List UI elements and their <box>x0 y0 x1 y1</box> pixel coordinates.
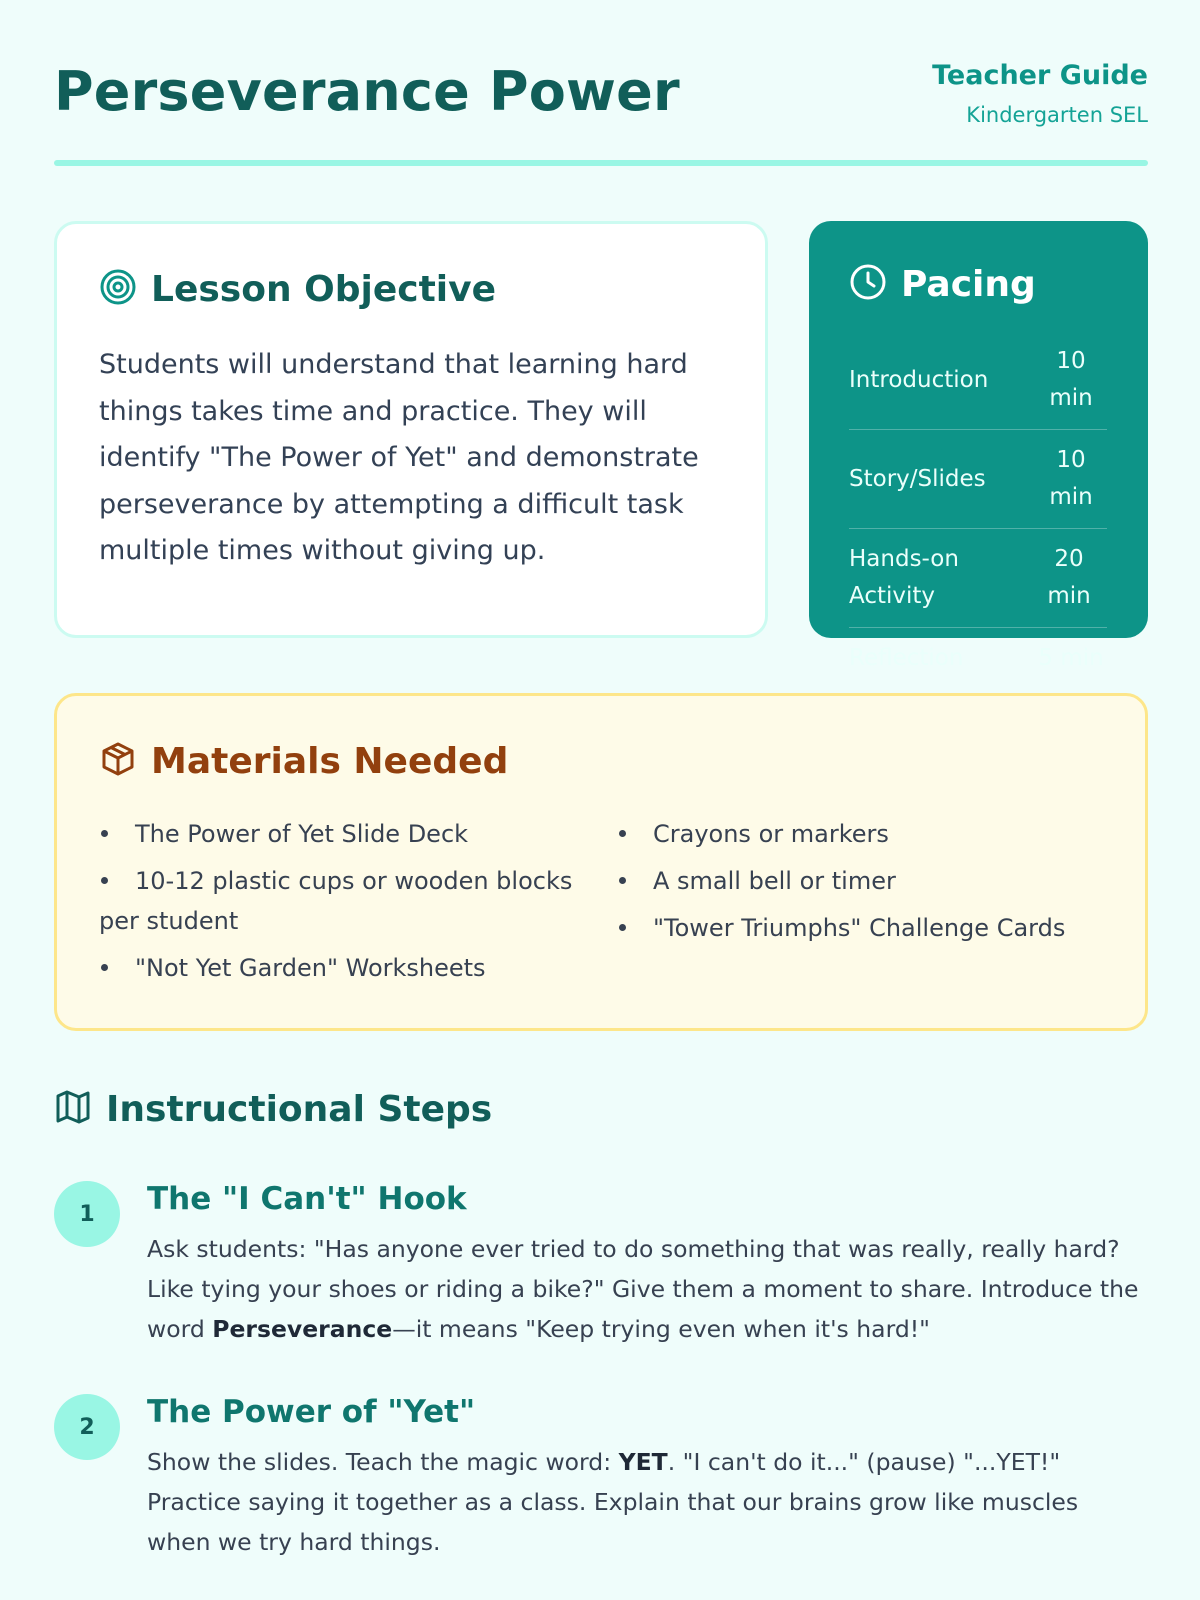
clock-icon <box>849 263 887 305</box>
pacing-phase: Story/Slides <box>849 465 986 492</box>
list-item: A small bell or timer <box>617 861 1097 901</box>
objective-title: Lesson Objective <box>151 268 497 310</box>
pacing-phase: Hands-on Activity <box>849 546 959 609</box>
steps-header <box>54 1088 492 1130</box>
page-title: Perseverance Power <box>54 60 680 123</box>
pacing-duration: 20 min <box>1047 546 1091 609</box>
pacing-duration: 10 min <box>1049 447 1093 510</box>
materials-header <box>99 740 508 782</box>
pacing-duration: 10 min <box>1049 348 1093 411</box>
list-item: "Tower Triumphs" Challenge Cards <box>617 908 1097 948</box>
step-title: The Power of "Yet" <box>147 1394 476 1430</box>
step-text: Ask students: "Has anyone ever tried to do something that was really, really hard? Like tying your shoes or riding a bike?" Give them a moment to share. Introduce the word Perseverance—it means "Keep trying even when it's hard!" <box>147 1235 1139 1343</box>
list-item: 10-12 plastic cups or wooden blocks per student <box>99 861 599 941</box>
step-number: 1 <box>54 1181 120 1247</box>
objective-header <box>99 268 496 310</box>
pacing-row <box>849 331 1107 430</box>
guide-label: Teacher Guide <box>932 60 1148 91</box>
map-icon <box>54 1088 92 1130</box>
step-text: Show the slides. Teach the magic word: YET. "I can't do it..." (pause) "...YET!" Practice saying it together as a class. Explain that our brains grow like muscles when we try hard things. <box>147 1448 1079 1556</box>
materials-title: Materials Needed <box>151 740 509 782</box>
pacing-row <box>849 529 1107 628</box>
pacing-title: Pacing <box>901 263 1036 305</box>
emphasized-term: YET <box>618 1448 668 1476</box>
pacing-phase: Reflection <box>849 645 964 671</box>
page-header <box>54 56 1148 166</box>
grade-subject-label: Kindergarten SEL <box>966 103 1148 127</box>
pacing-row <box>849 430 1107 529</box>
step-title: The "I Can't" Hook <box>147 1181 467 1217</box>
steps-title: Instructional Steps <box>106 1088 493 1130</box>
pacing-phase: Introduction <box>849 366 989 393</box>
step-number: 2 <box>54 1394 120 1460</box>
target-icon <box>99 268 137 310</box>
materials-card <box>54 693 1148 1031</box>
pacing-row <box>849 628 1107 689</box>
list-item: "Not Yet Garden" Worksheets <box>99 948 599 988</box>
pacing-list <box>849 331 1107 689</box>
emphasized-term: Perseverance <box>212 1315 393 1343</box>
header-divider <box>54 160 1148 166</box>
pacing-card <box>809 221 1148 671</box>
pacing-header <box>849 263 1036 305</box>
pacing-duration: 5 min <box>1038 645 1104 671</box>
list-item: Crayons or markers <box>617 814 1097 854</box>
list-item: The Power of Yet Slide Deck <box>99 814 599 854</box>
objective-card <box>54 221 768 638</box>
materials-list-right <box>617 814 1097 955</box>
box-icon <box>99 740 137 782</box>
materials-list-left <box>99 814 599 995</box>
objective-text: Students will understand that learning hard things takes time and practice. They will identify "The Power of Yet" and demonstrate perseverance by attempting a difficult task multiple times without giving up. <box>99 349 699 566</box>
